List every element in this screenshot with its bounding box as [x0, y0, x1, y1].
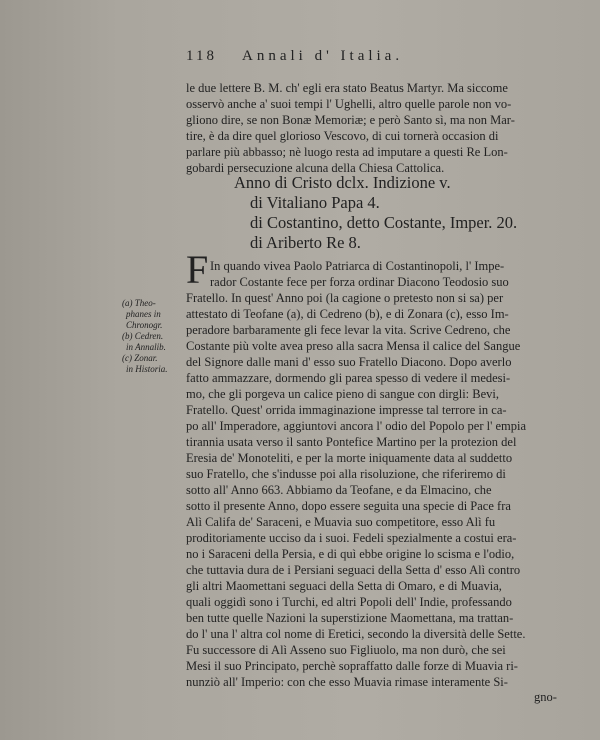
- margin-note-line: (b) Cedren.: [122, 331, 164, 341]
- margin-note-line: Chronogr.: [126, 320, 163, 330]
- year-heading-line: Anno di Cristo dclx. Indizione v.: [234, 173, 451, 192]
- text-line: nunziò all' Imperio: con che esso Muavia rimase interamente Si-: [186, 675, 508, 689]
- text-line: do l' una l' altra col nome di Eretici, secondo la diversità delle Sette.: [186, 627, 526, 641]
- text-line: parlare più abbasso; nè luogo resta ad imputare a questi Re Lon-: [186, 145, 508, 159]
- text-line: sotto all' Anno 663. Abbiamo da Teofane, e da Elmacino, che: [186, 483, 492, 497]
- text-line: po all' Imperadore, aggiuntovi ancora l' odio del Popolo per l' empia: [186, 419, 526, 433]
- text-line: In quando vivea Paolo Patriarca di Costantinopoli, l' Impe-: [210, 259, 505, 273]
- running-title: Annali d' Italia.: [242, 48, 404, 64]
- text-line: gliono dire, se non Bonæ Memoriæ; e però Santo sì, ma non Mar-: [186, 113, 515, 127]
- year-heading-line: di Costantino, detto Costante, Imper. 20.: [250, 213, 518, 232]
- margin-note-line: phanes in: [126, 309, 161, 319]
- page-number: 118: [186, 48, 217, 64]
- text-line: fatto ammazzare, dormendo gli parea spesso di vedere il medesi-: [186, 371, 511, 385]
- text-line: le due lettere B. M. ch' egli era stato Beatus Martyr. Ma siccome: [186, 81, 508, 95]
- text-line: Mesi il suo Principato, perchè sopraffatto dalle forze di Muavia ri-: [186, 659, 518, 673]
- text-line: attestato di Teofane (a), di Cedreno (b), e di Zonara (c), esso Im-: [186, 307, 509, 321]
- margin-note-line: (c) Zonar.: [122, 353, 158, 363]
- text-line: tirannia usata verso il santo Pontefice Martino per la protezion del: [186, 435, 517, 449]
- text-line: che tuttavia dura de i Persiani seguaci della Setta d' esso Alì contro: [186, 563, 521, 577]
- text-line: rador Costante fece per forza ordinar Diacono Teodosio suo: [210, 275, 509, 289]
- text-line: Eresia de' Monoteliti, e per la morte iniquamente data al suddetto: [186, 451, 513, 465]
- margin-note-line: (a) Theo-: [122, 298, 156, 308]
- text-line: peradore barbaramente gli fece levar la vita. Scrive Cedreno, che: [186, 323, 511, 337]
- text-line: gobardi persecuzione alcuna della Chiesa Cattolica.: [186, 161, 445, 175]
- drop-cap: F: [186, 247, 209, 292]
- text-line: proditoriamente ucciso da i suoi. Fedeli spezialmente a costui era-: [186, 531, 517, 545]
- text-line: osservò anche a' suoi tempi l' Ughelli, altro quelle parole non vo-: [186, 97, 512, 111]
- text-line: Costante più volte avea preso alla sacra Mensa il calice del Sangue: [186, 339, 521, 353]
- text-line: no i Saraceni della Persia, e di quì ebbe origine lo scisma e l'odio,: [186, 547, 515, 561]
- text-line: Alì Califa de' Saraceni, e Muavia suo competitore, esso Alì fu: [186, 515, 496, 529]
- text-line: suo Fratello, che s'indusse poi alla risoluzione, che riferiremo di: [186, 467, 506, 481]
- text-line: gli altri Maomettani seguaci della Setta di Omaro, e di Muavia,: [186, 579, 502, 593]
- text-line: mo, che gli porgeva un calice pieno di sangue con dirgli: Bevi,: [186, 387, 500, 401]
- text-line: Fratello. Quest' orrida immaginazione impresse tal terrore in ca-: [186, 403, 507, 417]
- text-line: sotto il presente Anno, dopo essere seguita una specie di Pace fra: [186, 499, 511, 513]
- text-line: tire, è da dire quel glorioso Vescovo, di cui tornerà occasion di: [186, 129, 499, 143]
- text-line: quali oggidì sono i Turchi, ed altri Popoli dell' Indie, professando: [186, 595, 512, 609]
- text-line: Fu successore di Alì Asseno suo Figliuolo, ma non durò, che sei: [186, 643, 506, 657]
- text-line: del Signore dalle mani d' esso suo Fratello Diacono. Dopo averlo: [186, 355, 512, 369]
- margin-note-line: in Annalib.: [126, 342, 166, 352]
- margin-note-line: in Historia.: [126, 364, 168, 374]
- text-line: ben tutte quelle Nazioni la superstizione Maomettana, ma trattan-: [186, 611, 514, 625]
- text-line: Fratello. In quest' Anno poi (la cagione o pretesto non si sa) per: [186, 291, 504, 305]
- year-heading-line: di Vitaliano Papa 4.: [250, 193, 380, 212]
- year-heading-line: di Ariberto Re 8.: [250, 233, 361, 252]
- catchword: gno-: [534, 690, 557, 704]
